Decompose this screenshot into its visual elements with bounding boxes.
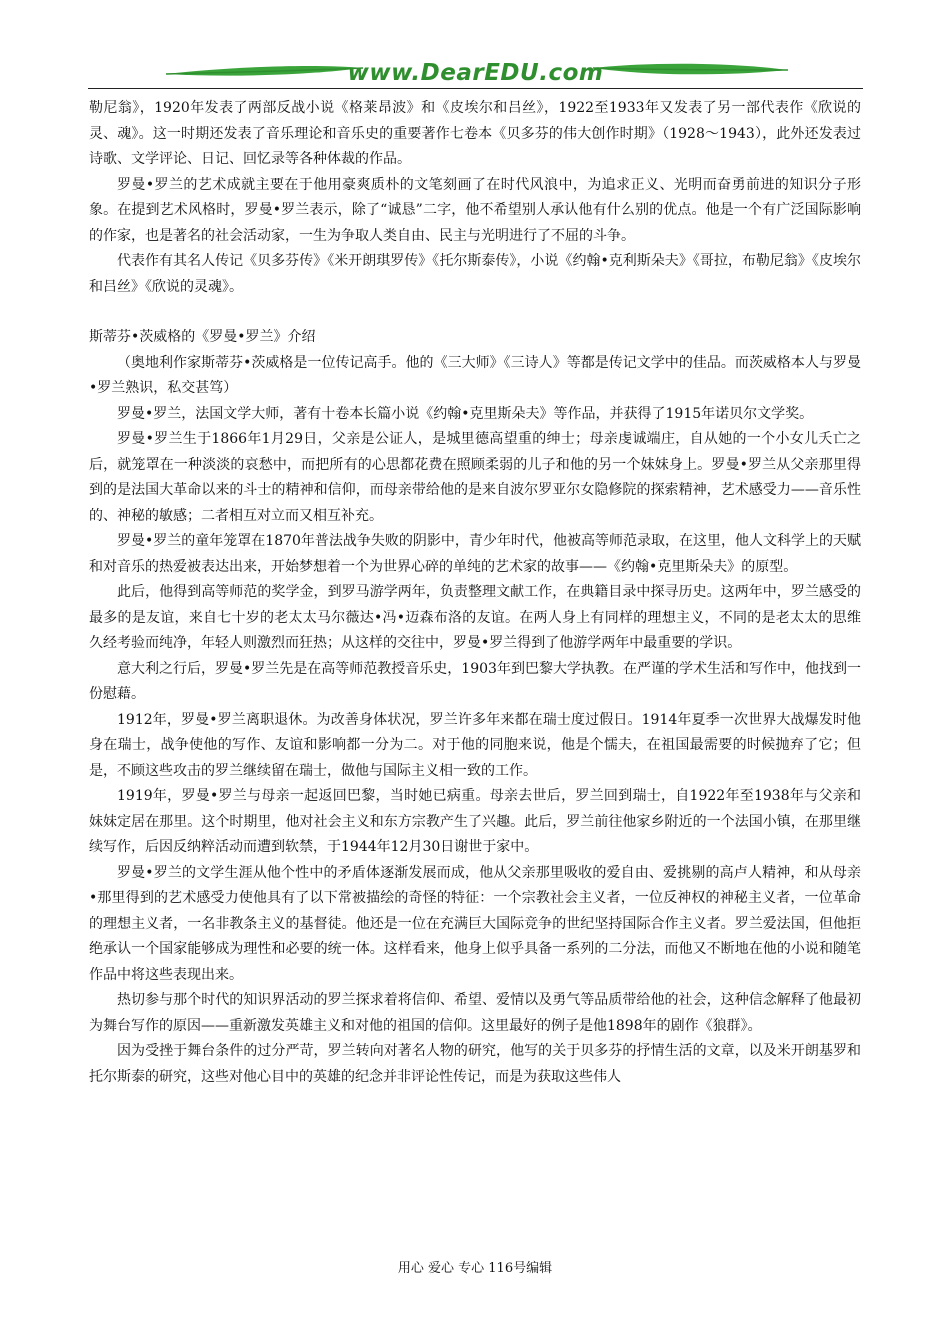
paragraph: 罗曼•罗兰的童年笼罩在1870年普法战争失败的阴影中，青少年时代，他被高等师范录取，在这里，他人文科学上的天赋和对音乐的热爱被表达出来，开始梦想着一个为世界心碎的单纯的艺术家的故事——《约翰•克里斯朵夫》的原型。 [89,533,861,575]
paragraph: 代表作有其名人传记《贝多芬传》《米开朗琪罗传》《托尔斯泰传》，小说《约翰•克利斯朵夫》《哥拉，布勒尼翁》《皮埃尔和吕丝》《欣说的灵魂》。 [89,253,861,295]
paragraph: 意大利之行后，罗曼•罗兰先是在高等师范教授音乐史，1903年到巴黎大学执教。在严谨的学术生活和写作中，他找到一份慰藉。 [89,660,861,702]
header-rule [88,88,863,89]
paragraph: 罗曼•罗兰生于1866年1月29日，父亲是公证人，是城里德高望重的绅士；母亲虔诚端庄，自从她的一个小女儿夭亡之后，就笼罩在一种淡淡的哀愁中，而把所有的心思都花费在照顾柔弱的儿子和他的另一个妹妹身上。罗曼•罗兰从父亲那里得到的是法国大革命以来的斗士的精神和信仰，而母亲带给他的是来自波尔罗亚尔女隐修院的探索精神，艺术感受力——音乐性的、神秘的敏感；二者相互对立而又相互补充。 [89,431,861,524]
paragraph: 勒尼翁》，1920年发表了两部反战小说《格莱昂波》和《皮埃尔和吕丝》，1922至1933年又发表了另一部代表作《欣说的灵、魂》。这一时期还发表了音乐理论和音乐史的重要著作七卷本《贝多芬的伟大创作时期》（1928～1943），此外还发表过诗歌、文学评论、日记、回忆录等各种体裁的作品。 [89,100,861,167]
section-heading: 斯蒂芬•茨威格的《罗曼•罗兰》介绍 [89,329,316,345]
paragraph: （奥地利作家斯蒂芬•茨威格是一位传记高手。他的《三大师》《三诗人》等都是传记文学中的佳品。而茨威格本人与罗曼•罗兰熟识，私交甚笃） [89,354,861,396]
paragraph: 罗曼•罗兰的文学生涯从他个性中的矛盾体逐渐发展而成，他从父亲那里吸收的爱自由、爱挑剔的高卢人精神，和从母亲•那里得到的艺术感受力使他具有了以下常被描绘的奇怪的特征：一个宗教社会主义者，一位反神权的神秘主义者，一位革命的理想主义者，一名非教条主义的基督徒。他还是一位在充满巨大国际竞争的世纪坚持国际合作主义者。罗兰爱法国，但他拒绝承认一个国家能够成为理性和必要的统一体。这样看来，他身上似乎具备一系列的二分法，而他又不断地在他的小说和随笔作品中将这些表现出来。 [89,864,861,983]
paragraph: 此后，他得到高等师范的奖学金，到罗马游学两年，负责整理文献工作，在典籍目录中探寻历史。这两年中，罗兰感受的最多的是友谊，来自七十岁的老太太马尔薇达•冯•迈森布洛的友谊。在两人身上有同样的理想主义，不同的是老太太的思维久经考验而纯净，年轻人则激烈而狂热；从这样的交往中，罗曼•罗兰得到了他游学两年中最重要的学识。 [89,584,861,651]
paragraph-gap [89,300,861,325]
page-footer: 用心 爱心 专心 116号编辑 [397,1261,553,1276]
paragraph: 罗曼•罗兰，法国文学大师，著有十卷本长篇小说《约翰•克里斯朵夫》等作品，并获得了1915年诺贝尔文学奖。 [117,405,814,422]
paragraph: 罗曼•罗兰的艺术成就主要在于他用豪爽质朴的文笔刻画了在时代风浪中，为追求正义、光明而奋勇前进的知识分子形象。在提到艺术风格时，罗曼•罗兰表示，除了“诚恳”二字，他不希望别人承认他有什么别的优点。他是一个有广泛国际影响的作家，也是著名的社会活动家，一生为争取人类自由、民主与光明进行了不屈的斗争。 [89,176,861,244]
site-logo-text[interactable]: www.DearEDU.com [347,60,604,86]
site-header [88,52,863,92]
paragraph: 因为受挫于舞台条件的过分严苛，罗兰转向对著名人物的研究，他写的关于贝多芬的抒情生活的文章，以及米开朗基罗和托尔斯泰的研究，这些对他心目中的英雄的纪念并非评论性传记，而是为获取这些伟人 [89,1043,861,1085]
paragraph: 热切参与那个时代的知识界活动的罗兰探求着将信仰、希望、爱情以及勇气等品质带给他的社会，这种信念解释了他最初为舞台写作的原因——重新激发英雄主义和对他的祖国的信仰。这里最好的例子是他1898年的剧作《狼群》。 [89,992,861,1034]
paragraph: 1919年，罗曼•罗兰与母亲一起返回巴黎，当时她已病重。母亲去世后，罗兰回到瑞士，自1922年至1938年与父亲和妹妹定居在那里。这个时期里，他对社会主义和东方宗教产生了兴趣。此后，罗兰前往他家乡附近的一个法国小镇，在那里继续写作，后因反纳粹活动而遭到软禁，于1944年12月30日谢世于家中。 [89,788,861,855]
document-body [89,96,861,1090]
paragraph: 1912年，罗曼•罗兰离职退休。为改善身体状况，罗兰许多年来都在瑞士度过假日。1914年夏季一次世界大战爆发时他身在瑞士，战争使他的写作、友谊和影响都一分为二。对于他的同胞来说，他是个懦夫，在祖国最需要的时候抛弃了它；但是，不顾这些攻击的罗兰继续留在瑞士，做他与国际主义相一致的工作。 [89,711,861,779]
